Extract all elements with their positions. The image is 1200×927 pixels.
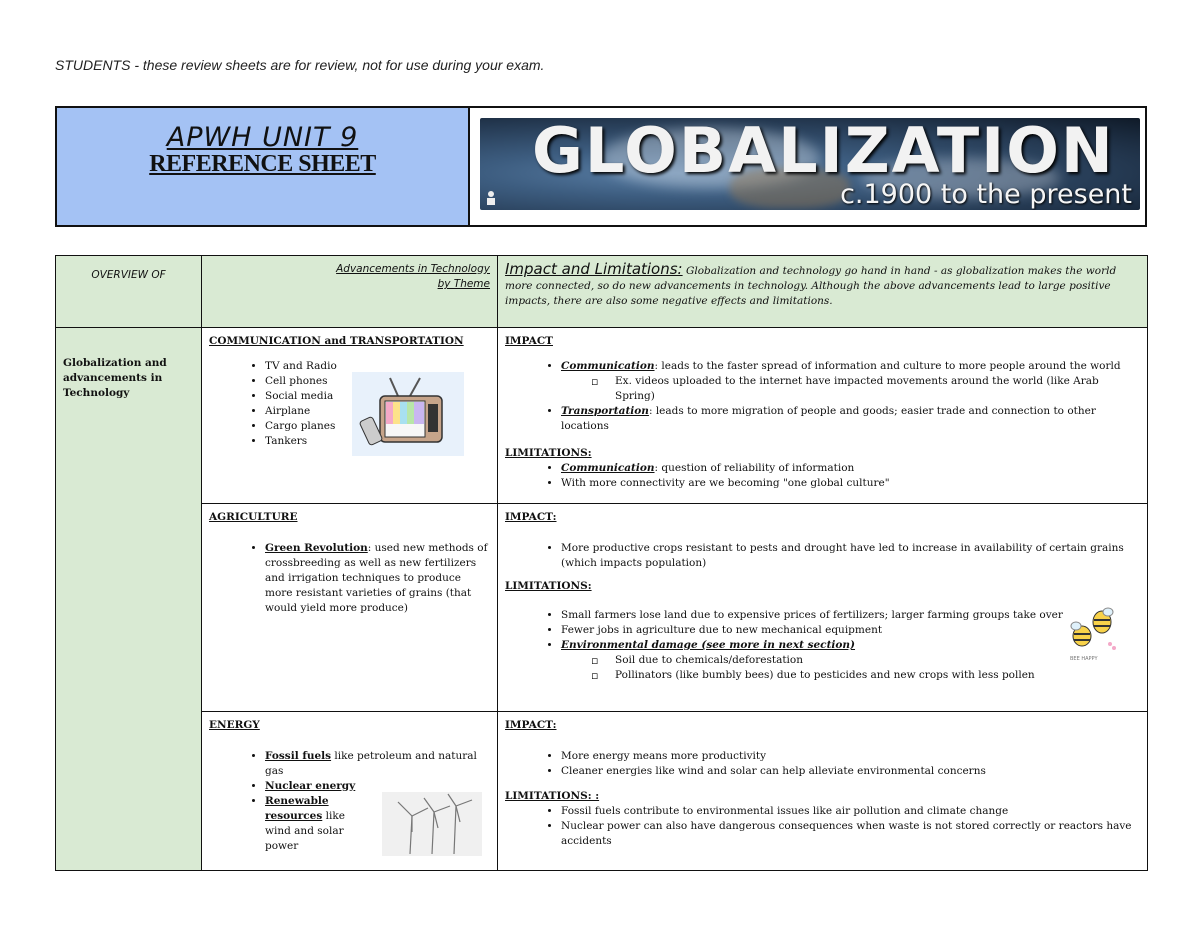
agriculture-cell [202,504,498,712]
row-label: Globalization and advancements in Technology [56,328,202,871]
agriculture-impact-cell [498,504,1148,712]
communication-impact-cell [498,328,1148,504]
list-item: • With more connectivity are we becoming "one global culture" [561,476,1140,491]
reference-sheet-title: REFERENCE SHEET [149,151,376,177]
list-item: • Social media [265,389,490,404]
table-row [56,328,1148,504]
impact-header-text: Globalization and technology go hand in hand - as globalization makes the world more connected, so do new advancements in technology. Although the above advancements lead to large positive impacts, there are also some negative effects and limitations. [505,265,1117,307]
agriculture-title: AGRICULTURE [209,511,298,523]
energy-impact-cell [498,712,1148,871]
list-item: • Cell phones [265,374,490,389]
agriculture-limitations-title: LIMITATIONS: [505,580,592,592]
list-item: • TV and Radio [265,359,490,374]
list-item: • More energy means more productivity [561,749,1140,764]
advancements-header [202,256,498,328]
review-notice: STUDENTS - these review sheets are for review, not for use during your exam. [55,57,545,73]
communication-title: COMMUNICATION and TRANSPORTATION [209,335,464,347]
bee-caption: BEE HAPPY [1070,656,1098,662]
communication-impact-title: IMPACT [505,335,553,347]
list-item: • Green Revolution: used new methods of crossbreeding as well as new fertilizers and irrigation techniques to produce more resistant varieties of grains (that would yield more produce) [265,541,490,616]
list-item: • Small farmers lose land due to expensive prices of fertilizers; larger farming groups take over [561,608,1140,623]
list-item: • Fewer jobs in agriculture due to new mechanical equipment [561,623,1140,638]
list-item: • Nuclear power can also have dangerous consequences when waste is not stored correctly or reactors have accidents [561,819,1140,849]
list-item: • Environmental damage (see more in next section) ▫ Soil due to chemicals/deforestation ▫ Pollinators (like bumbly bees) due to pesticides and new crops with less pollen [561,638,1140,683]
list-item: • Airplane [265,404,490,419]
list-item: • Tankers [265,434,490,449]
communication-limitations-title: LIMITATIONS: [505,447,592,459]
table-header-row [56,256,1148,328]
list-item: ▫ Ex. videos uploaded to the internet have impacted movements around the world (like Arab Spring) [615,374,1140,404]
advancements-header-line1: Advancements in Technology [336,263,490,275]
banner-subtitle: c.1900 to the present [840,179,1132,210]
energy-cell [202,712,498,871]
advancements-header-line2: by Theme [437,278,490,290]
unit-title: APWH UNIT 9 [166,122,359,153]
list-item: • Transportation: leads to more migration of people and goods; easier trade and connection to other locations [561,404,1140,434]
table-row [56,712,1148,871]
list-item: • Nuclear energy [265,779,490,794]
reference-table [55,255,1148,871]
list-item: • More productive crops resistant to pests and drought have led to increase in availability of certain grains (which impacts population) [561,541,1140,571]
list-item: • Renewable resources like wind and solar power [265,794,365,854]
bee-icon [1066,604,1120,664]
header-banner-panel [470,108,1145,225]
globalization-banner [480,118,1140,210]
list-item: ▫ Soil due to chemicals/deforestation [615,653,1140,668]
energy-impact-title: IMPACT: [505,719,557,731]
impact-header-title: Impact and Limitations: [505,260,683,278]
list-item: ▫ Pollinators (like bumbly bees) due to pesticides and new crops with less pollen [615,668,1140,683]
list-item: • Communication: leads to the faster spread of information and culture to more people around the world ▫ Ex. videos uploaded to the internet have impacted movements around the world (like Arab Spring) [561,359,1140,404]
impact-header [498,256,1148,328]
header-box [55,106,1147,227]
table-row [56,504,1148,712]
list-item: • Cleaner energies like wind and solar can help alleviate environmental concerns [561,764,1140,779]
list-item: • Cargo planes [265,419,490,434]
overview-header: OVERVIEW OF [56,256,202,328]
banner-title: GLOBALIZATION [532,118,1115,187]
agriculture-impact-title: IMPACT: [505,511,557,523]
wind-turbine-icon [382,792,482,856]
person-icon [484,190,498,206]
television-icon [352,372,464,456]
list-item: • Fossil fuels like petroleum and natural gas [265,749,490,779]
list-item: • Communication: question of reliability of information [561,461,1140,476]
header-title-panel [57,108,470,225]
energy-limitations-title: LIMITATIONS: : [505,790,600,802]
communication-cell [202,328,498,504]
list-item: • Fossil fuels contribute to environmental issues like air pollution and climate change [561,804,1140,819]
energy-title: ENERGY [209,719,260,731]
